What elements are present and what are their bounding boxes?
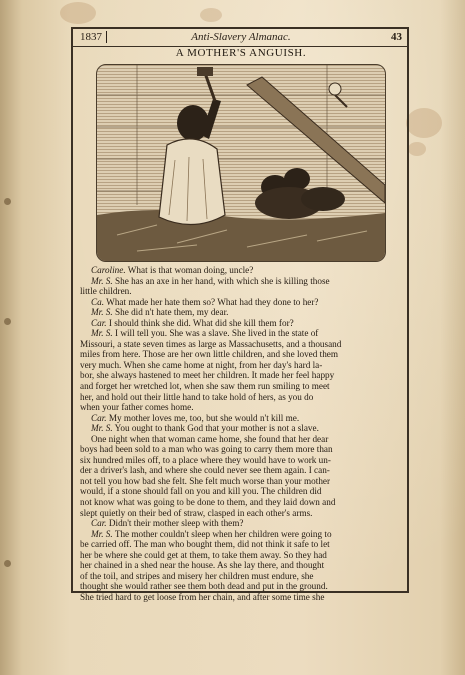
paper-stain: [60, 2, 96, 24]
speaker-label: Car.: [91, 518, 107, 529]
text-line: [80, 265, 404, 276]
text-line: [80, 476, 404, 487]
binding-hole: [4, 560, 11, 567]
line-text: The mother couldn't sleep when her children were going to: [112, 528, 332, 539]
text-line: [80, 381, 404, 392]
line-text: very much. When she came home at night, from her day's hard la-: [80, 359, 323, 370]
text-line: [80, 497, 404, 508]
text-line: [80, 508, 404, 519]
line-text: She did n't hate them, my dear.: [112, 307, 229, 318]
line-text: thought she would rather see them both dead and put in the ground.: [80, 581, 328, 592]
text-line: [80, 592, 404, 603]
line-text: You ought to thank God that your mother is not a slave.: [112, 423, 319, 434]
line-text: her chained in a shed near the house. As she lay there, and thought: [80, 560, 325, 571]
line-text: What made her hate them so? What had they done to her?: [104, 296, 319, 307]
text-line: [80, 392, 404, 403]
line-text: bor, she always hastened to meet her children. It made her feel happy: [80, 370, 335, 381]
line-text: not tell you how bad she felt. She felt much worse than your mother: [80, 475, 331, 486]
speaker-label: Mr. S.: [91, 307, 113, 318]
header-title: Anti-Slavery Almanac.: [191, 31, 291, 43]
text-line: [80, 486, 404, 497]
paper-stain: [408, 142, 426, 156]
line-text: My mother loves me, too, but she would n't kill me.: [106, 412, 300, 423]
text-line: [80, 339, 404, 350]
text-line: [80, 550, 404, 561]
line-text: slept quietly on their bed of straw, clasped in each other's arms.: [80, 507, 313, 518]
text-line: [80, 413, 404, 424]
text-line: [80, 349, 404, 360]
line-text: I should think she did. What did she kill them for?: [106, 317, 294, 328]
text-line: [80, 402, 404, 413]
line-text: One night when that woman came home, she found that her dear: [91, 433, 329, 444]
line-text: What is that woman doing, uncle?: [125, 265, 254, 275]
speaker-label: Mr. S.: [91, 328, 113, 339]
text-line: [80, 444, 404, 455]
line-text: of the toil, and stripes and misery her children must endure, she: [80, 570, 314, 581]
header-year: 1837: [80, 31, 107, 43]
line-text: and forget her wretched lot, when she saw them run smiling to meet: [80, 381, 330, 392]
text-line: [80, 423, 404, 434]
binding-hole: [4, 198, 11, 205]
text-line: [80, 318, 404, 329]
speaker-label: Mr. S.: [91, 528, 113, 539]
text-line: [80, 434, 404, 445]
paper-stain: [200, 8, 222, 22]
text-line: [80, 360, 404, 371]
line-text: be carried off. The man who bought them, did not think it safe to let: [80, 539, 330, 550]
speaker-label: Mr. S.: [91, 423, 113, 434]
text-line: [80, 529, 404, 540]
text-line: [80, 297, 404, 308]
binding-hole: [4, 318, 11, 325]
line-text: der a driver's lash, and where she could never see them again. I can-: [80, 465, 330, 476]
running-header: [80, 31, 402, 45]
line-text: six hundred miles off, to a place where they would have to work un-: [80, 454, 331, 465]
article-title: A MOTHER'S ANGUISH.: [175, 47, 307, 59]
speaker-label: Car.: [91, 317, 107, 328]
text-line: [80, 539, 404, 550]
text-line: [80, 307, 404, 318]
text-line: [80, 286, 404, 297]
text-line: [80, 276, 404, 287]
text-line: [80, 581, 404, 592]
speaker-label: Caroline.: [91, 265, 126, 275]
line-text: would, if a stone should fall on you and kill you. The children did: [80, 486, 322, 497]
speaker-label: Mr. S.: [91, 275, 113, 286]
line-text: miles from here. Those are her own little children, and she loved them: [80, 349, 339, 360]
line-text: her be where she could get at them, to take them away. So they had: [80, 549, 327, 560]
line-text: little children.: [80, 286, 132, 297]
text-line: [80, 370, 404, 381]
line-text: her, and hold out their little hand to take hold of hers, as you do: [80, 391, 314, 402]
line-text: boys had been sold to a man who was going to carry them more than: [80, 444, 333, 455]
line-text: I will tell you. She was a slave. She lived in the state of: [112, 328, 319, 339]
speaker-label: Car.: [91, 412, 107, 423]
line-text: She has an axe in her hand, with which she is killing those: [112, 275, 330, 286]
text-line: [80, 518, 404, 529]
speaker-label: Ca.: [91, 296, 105, 307]
line-text: not know what was going to be done to them, and they laid down and: [80, 497, 336, 508]
text-line: [80, 571, 404, 582]
line-text: She tried hard to get loose from her chain, and after some time she: [80, 591, 325, 602]
line-text: Didn't their mother sleep with them?: [106, 518, 244, 529]
line-text: when your father comes home.: [80, 402, 194, 413]
text-line: [80, 465, 404, 476]
text-line: [80, 560, 404, 571]
engraving-svg: [97, 65, 385, 261]
paper-stain: [406, 108, 442, 138]
engraving-illustration-icon: [96, 64, 386, 262]
text-line: [80, 328, 404, 339]
page-number: 43: [391, 31, 402, 43]
article-body: [80, 265, 404, 603]
text-line: [80, 455, 404, 466]
line-text: Missouri, a state seven times as large as Massachusetts, and a thousand: [80, 338, 342, 349]
